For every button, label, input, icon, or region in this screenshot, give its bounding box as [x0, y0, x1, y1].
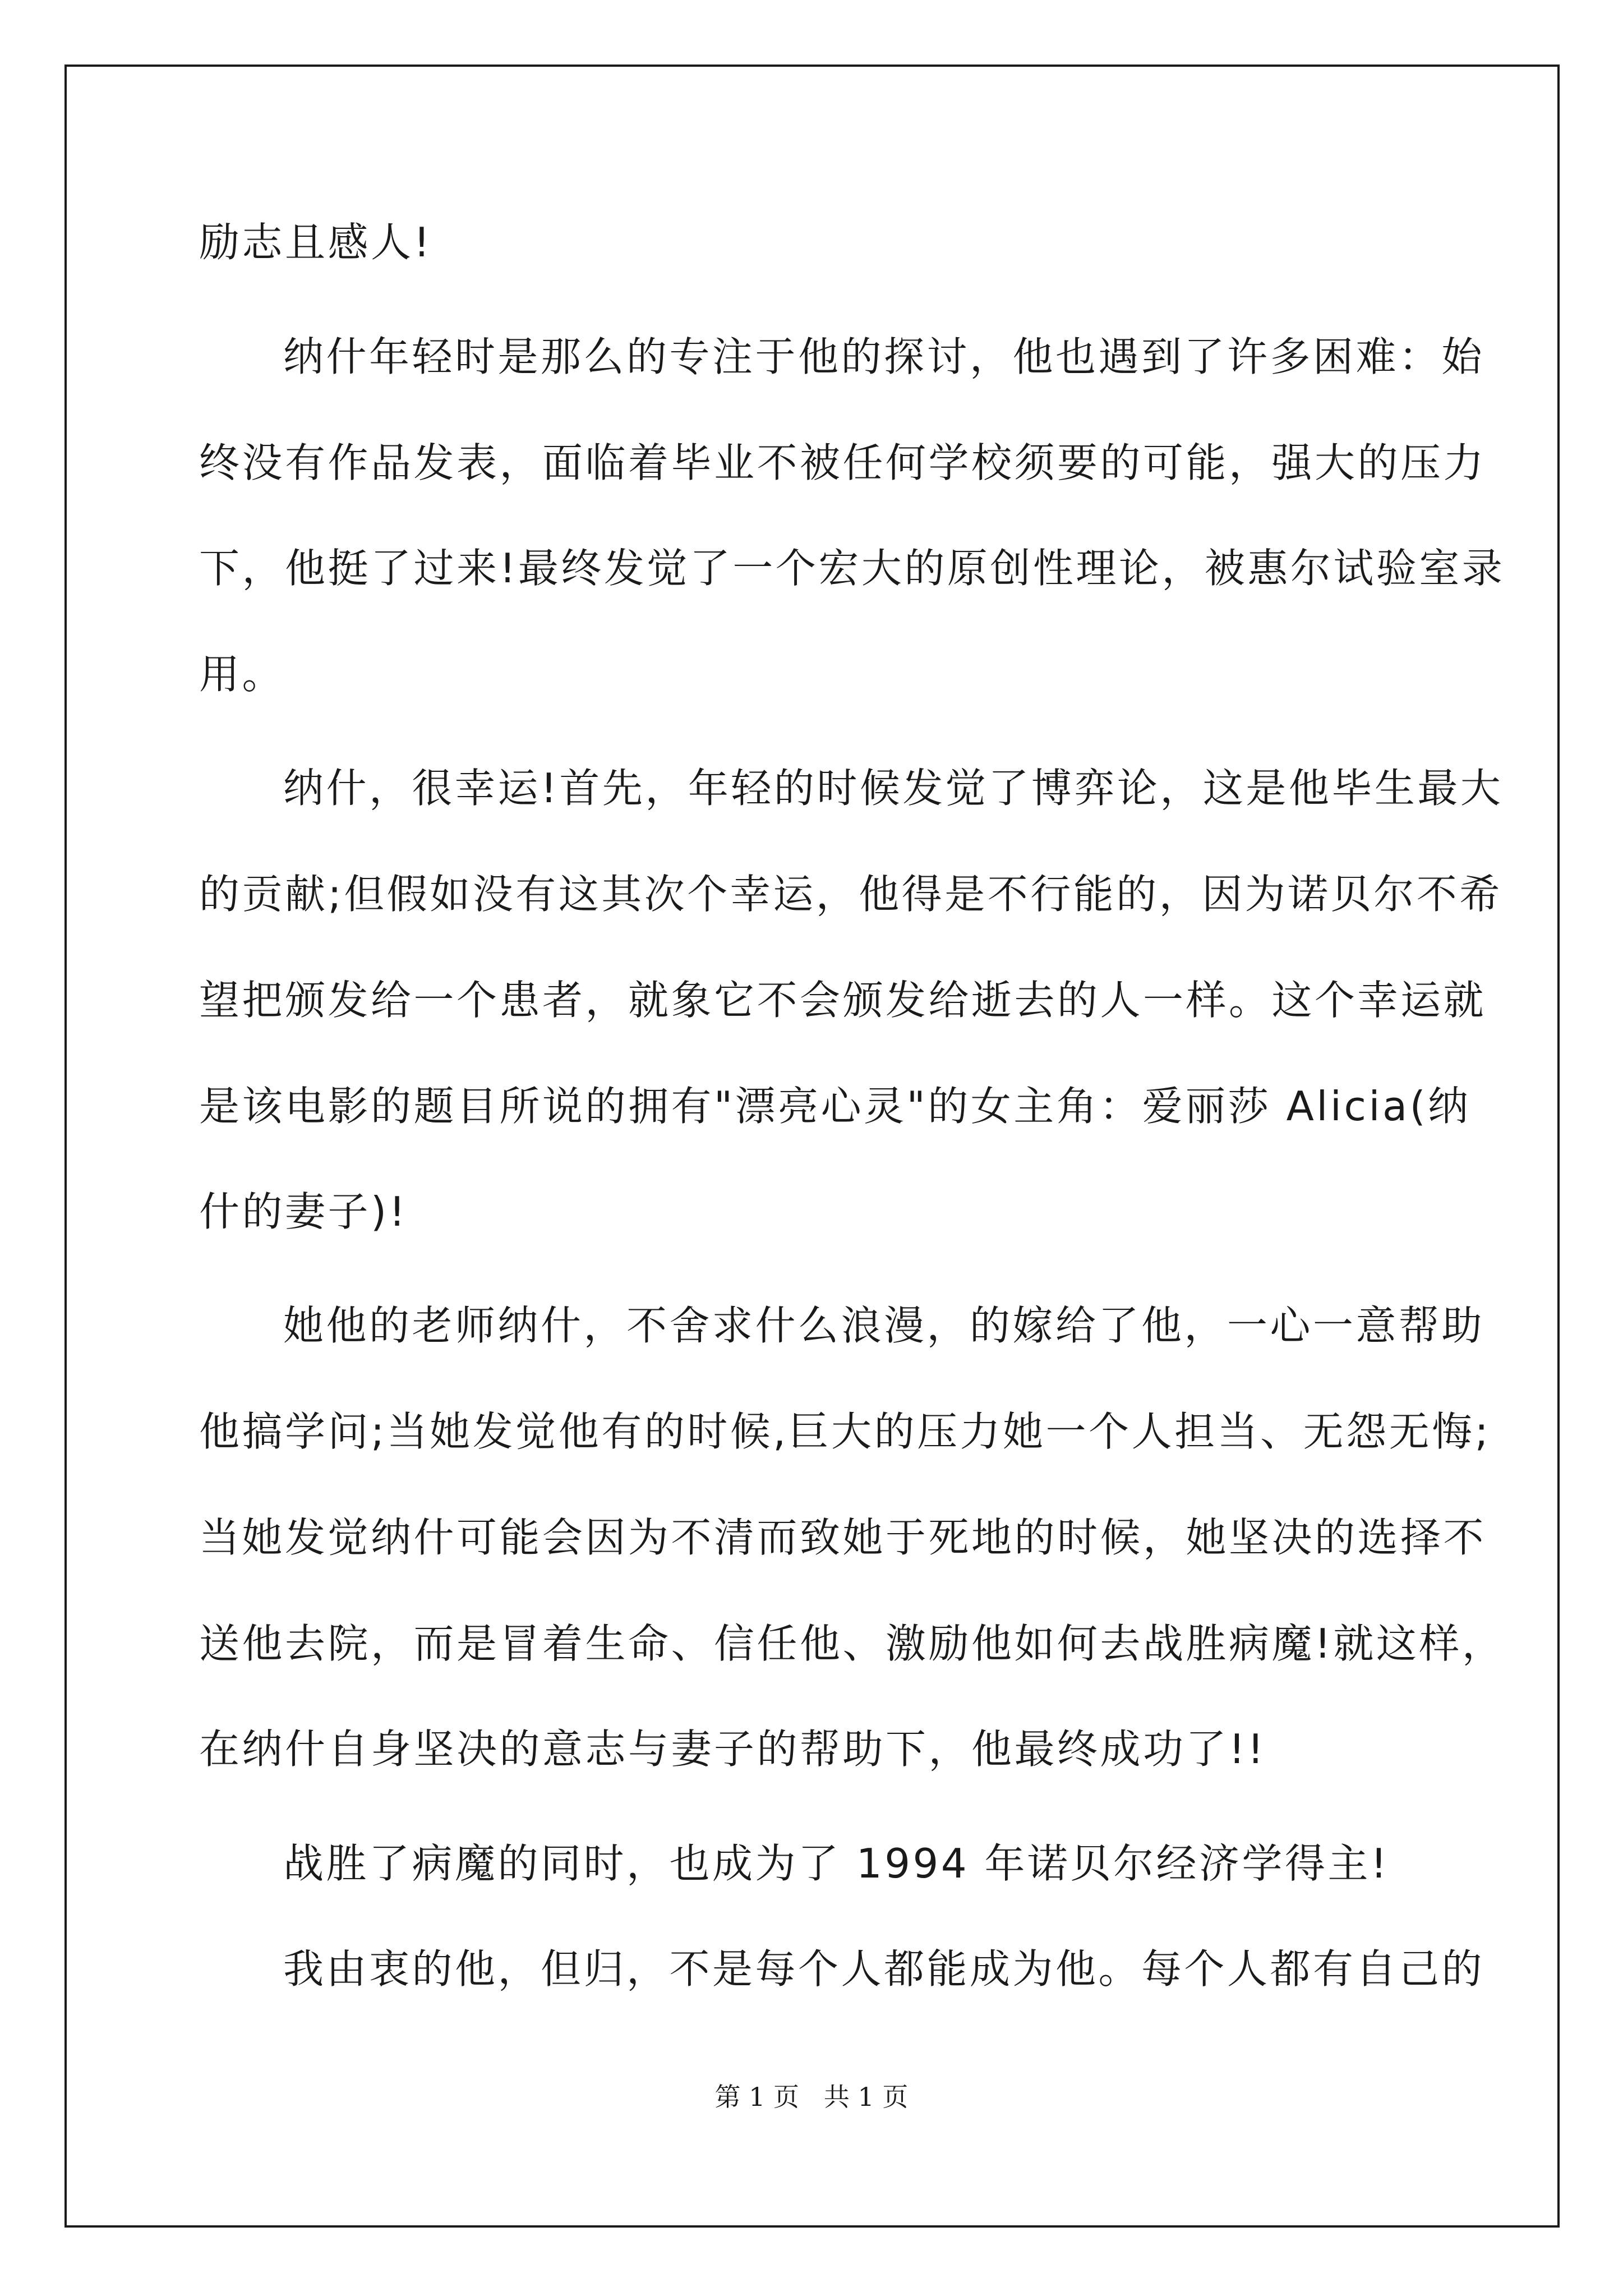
- paragraph-line: 望把颁发给一个患者，就象它不会颁发给逝去的人一样。这个幸运就: [199, 977, 1487, 1024]
- paragraph-line: 励志且感人!: [199, 219, 432, 266]
- page-number-footer: 第 1 页 共 1 页: [714, 2082, 909, 2112]
- paragraph-line: 纳什年轻时是那么的专注于他的探讨，他也遇到了许多困难：始: [283, 333, 1485, 380]
- paragraph-line: 战胜了病魔的同时，也成为了 1994 年诺贝尔经济学得主!: [283, 1840, 1390, 1887]
- paragraph-line: 什的妻子)!: [199, 1188, 408, 1235]
- paragraph-line: 她他的老师纳什，不舍求什么浪漫，的嫁给了他，一心一意帮助: [283, 1302, 1485, 1349]
- paragraph-line: 下，他挺了过来!最终发觉了一个宏大的原创性理论，被惠尔试验室录: [199, 545, 1505, 592]
- paragraph-line: 用。: [199, 651, 285, 698]
- paragraph-line: 的贡献;但假如没有这其次个幸运，他得是不行能的，因为诺贝尔不希: [199, 871, 1502, 918]
- paragraph-line: 当她发觉纳什可能会因为不清而致她于死地的时候，她坚决的选择不: [199, 1514, 1487, 1561]
- paragraph-line: 终没有作品发表，面临着毕业不被任何学校须要的可能，强大的压力: [199, 439, 1487, 486]
- paragraph-line: 送他去院，而是冒着生命、信任他、激励他如何去战胜病魔!就这样，: [199, 1620, 1505, 1667]
- paragraph-line: 他搞学问;当她发觉他有的时候,巨大的压力她一个人担当、无怨无悔;: [199, 1408, 1491, 1455]
- paragraph-line: 在纳什自身坚决的意志与妻子的帮助下，他最终成功了!!: [199, 1726, 1266, 1773]
- paragraph-line: 是该电影的题目所说的拥有"漂亮心灵"的女主角：爱丽莎 Alicia(纳: [199, 1083, 1471, 1130]
- paragraph-line: 纳什，很幸运!首先，年轻的时候发觉了博弈论，这是他毕生最大: [283, 765, 1504, 812]
- paragraph-line: 我由衷的他，但归，不是每个人都能成为他。每个人都有自己的: [283, 1945, 1485, 1993]
